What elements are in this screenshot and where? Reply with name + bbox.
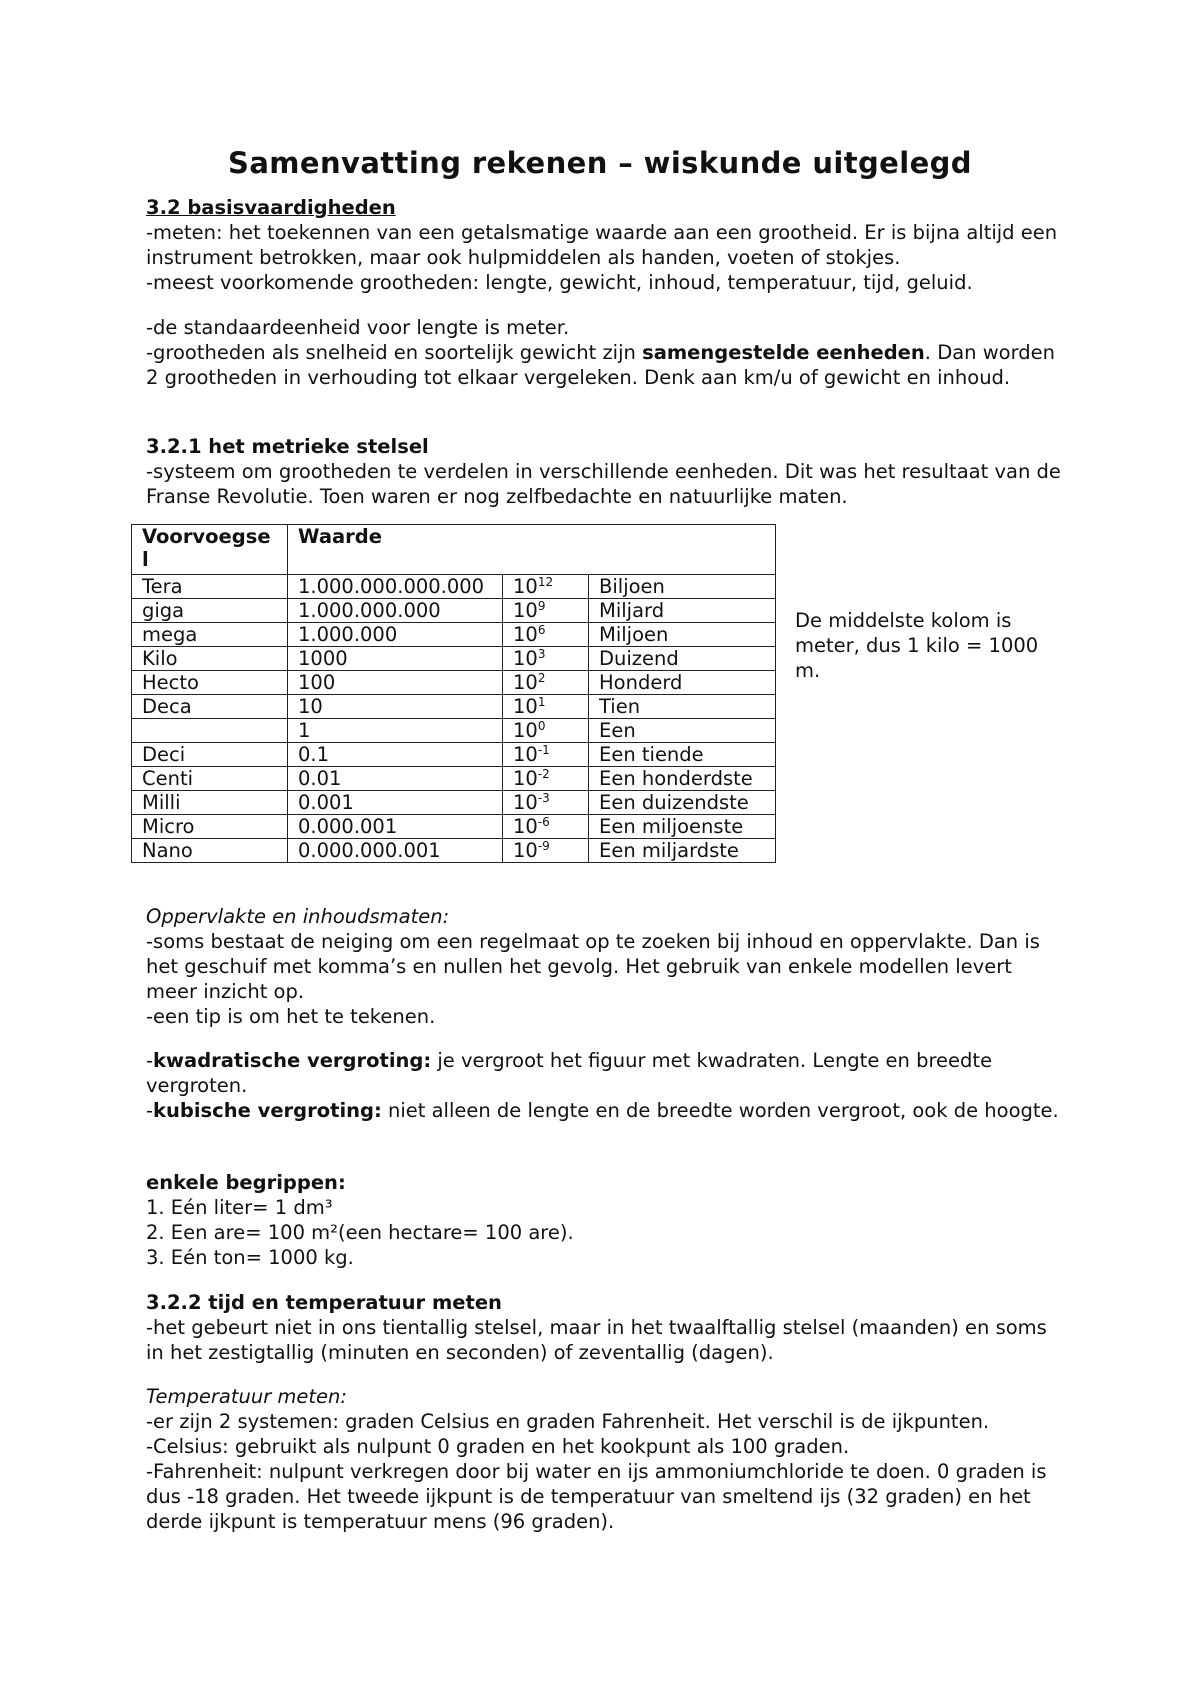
section-begrippen (146, 1170, 1066, 1270)
kwadratisch-text: je vergroot het figuur met kwadraten. Lengte en breedte vergroten. (146, 1049, 993, 1097)
power-exponent: -9 (537, 839, 550, 853)
section-heading: 3.2.2 tijd en temperatuur meten (146, 1291, 502, 1314)
section-metrieke-stelsel (146, 434, 1066, 509)
paragraph-systeem: -systeem om grootheden te verdelen in verschillende eenheden. Dit was het resultaat van de Franse Revolutie. Toen waren er nog zelfbedachte en natuurlijke maten. (146, 460, 1061, 508)
cell-name: Een honderdste (589, 767, 776, 791)
kubisch-text: niet alleen de lengte en de breedte worden vergroot, ook de hoogte. (381, 1099, 1059, 1122)
cell-power (503, 719, 589, 743)
cell-prefix (132, 719, 288, 743)
cell-name: Een duizendste (589, 791, 776, 815)
power-exponent: -1 (537, 743, 550, 757)
cell-prefix: Centi (132, 767, 288, 791)
cell-name: Tien (589, 695, 776, 719)
paragraph-kwadratisch: -kwadratische vergroting: je vergroot het figuur met kwadraten. Lengte en breedte vergroten. (146, 1049, 993, 1097)
cell-power (503, 695, 589, 719)
power-exponent: -6 (537, 815, 550, 829)
cell-name: Biljoen (589, 575, 776, 599)
section-heading: 3.2 basisvaardigheden (146, 196, 396, 219)
power-exponent: 0 (537, 719, 546, 733)
cell-power (503, 743, 589, 767)
table-row (132, 791, 776, 815)
table-row (132, 815, 776, 839)
paragraph-tijd: -het gebeurt niet in ons tientallig stelsel, maar in het twaalftallig stelsel (maanden) en soms in het zestigtallig (minuten en seconden) of zeventallig (dagen). (146, 1316, 1047, 1364)
table-row (132, 719, 776, 743)
cell-name: Een (589, 719, 776, 743)
samengesteld-bold: samengestelde eenheden (642, 341, 925, 364)
cell-value: 0.01 (288, 767, 503, 791)
cell-name: Duizend (589, 647, 776, 671)
paragraph-kubisch: -kubische vergroting: niet alleen de lengte en de breedte worden vergroot, ook de hoogte. (146, 1099, 1059, 1122)
list-item: 2. Een are= 100 m²(een hectare= 100 are). (146, 1221, 574, 1244)
table-row (132, 695, 776, 719)
cell-power (503, 815, 589, 839)
cell-prefix: Kilo (132, 647, 288, 671)
samengesteld-post: . Dan worden 2 grootheden in verhouding tot elkaar vergeleken. Denk aan km/u of gewicht en inhoud. (146, 341, 1056, 389)
cell-power (503, 647, 589, 671)
cell-name: Honderd (589, 671, 776, 695)
cell-prefix: Milli (132, 791, 288, 815)
section-tijd-temperatuur (146, 1290, 1066, 1365)
cell-value: 0.000.001 (288, 815, 503, 839)
cell-power (503, 767, 589, 791)
power-exponent: -2 (537, 767, 550, 781)
prefix-table (131, 524, 776, 863)
table-row (132, 575, 776, 599)
kubisch-label: kubische vergroting: (153, 1099, 382, 1122)
power-base: 10 (513, 647, 538, 670)
paragraph-systemen: -er zijn 2 systemen: graden Celsius en graden Fahrenheit. Het verschil is de ijkpunten. (146, 1410, 990, 1433)
table-header-waarde: Waarde (288, 525, 776, 575)
cell-prefix: Hecto (132, 671, 288, 695)
power-base: 10 (513, 623, 538, 646)
paragraph-tip: -een tip is om het te tekenen. (146, 1005, 436, 1028)
cell-name: Een miljoenste (589, 815, 776, 839)
subheading-temperatuur: Temperatuur meten: (146, 1385, 347, 1408)
cell-prefix: Tera (132, 575, 288, 599)
cell-power (503, 575, 589, 599)
cell-value: 10 (288, 695, 503, 719)
paragraph-celsius: -Celsius: gebruikt als nulpunt 0 graden en het kookpunt als 100 graden. (146, 1435, 850, 1458)
cell-value: 0.001 (288, 791, 503, 815)
power-base: 10 (513, 815, 538, 838)
table-header-row (132, 525, 776, 575)
power-exponent: -3 (537, 791, 550, 805)
section-basisvaardigheden (146, 195, 1066, 295)
paragraph-regelmaat: -soms bestaat de neiging om een regelmaat op te zoeken bij inhoud en oppervlakte. Dan is het geschuif met komma’s en nullen het gevolg. Het gebruik van enkele modellen levert meer inzicht op. (146, 930, 1040, 1003)
subheading-begrippen: enkele begrippen: (146, 1171, 346, 1194)
table-row (132, 623, 776, 647)
cell-value: 1.000.000.000 (288, 599, 503, 623)
cell-prefix: mega (132, 623, 288, 647)
power-exponent: 6 (537, 623, 546, 637)
power-base: 10 (513, 767, 538, 790)
power-exponent: 3 (537, 647, 546, 661)
power-base: 10 (513, 599, 538, 622)
table-row (132, 743, 776, 767)
subheading-oppervlakte: Oppervlakte en inhoudsmaten: (146, 905, 450, 928)
paragraph-grootheden: -meest voorkomende grootheden: lengte, gewicht, inhoud, temperatuur, tijd, geluid. (146, 271, 973, 294)
cell-prefix: Deca (132, 695, 288, 719)
section-heading: 3.2.1 het metrieke stelsel (146, 435, 429, 458)
cell-name: Miljoen (589, 623, 776, 647)
cell-value: 1 (288, 719, 503, 743)
cell-value: 1000 (288, 647, 503, 671)
power-exponent: 2 (537, 671, 546, 685)
table-row (132, 671, 776, 695)
table-row (132, 767, 776, 791)
cell-value: 100 (288, 671, 503, 695)
side-note: De middelste kolom is meter, dus 1 kilo = 1000 m. (795, 609, 1039, 682)
section-oppervlakte (146, 904, 1066, 1029)
cell-power (503, 671, 589, 695)
cell-prefix: Nano (132, 839, 288, 863)
cell-power (503, 839, 589, 863)
kwadratisch-label: kwadratische vergroting: (153, 1049, 432, 1072)
power-base: 10 (513, 743, 538, 766)
page-title: Samenvatting rekenen – wiskunde uitgelegd (228, 146, 972, 180)
cell-name: Een miljardste (589, 839, 776, 863)
paragraph-samengesteld (146, 340, 1066, 390)
cell-name: Een tiende (589, 743, 776, 767)
power-exponent: 1 (537, 695, 546, 709)
cell-value: 0.000.000.001 (288, 839, 503, 863)
section-temperatuur (146, 1384, 1066, 1534)
table-row (132, 599, 776, 623)
cell-value: 1.000.000 (288, 623, 503, 647)
cell-prefix: giga (132, 599, 288, 623)
cell-power (503, 791, 589, 815)
cell-prefix: Deci (132, 743, 288, 767)
list-item: 1. Eén liter= 1 dm³ (146, 1196, 333, 1219)
power-base: 10 (513, 671, 538, 694)
cell-value: 1.000.000.000.000 (288, 575, 503, 599)
table-header-voorvoegsel: Voorvoegse l (132, 525, 288, 575)
cell-prefix: Micro (132, 815, 288, 839)
paragraph-meten: -meten: het toekennen van een getalsmatige waarde aan een grootheid. Er is bijna altijd een instrument betrokken, maar ook hulpmiddelen als handen, voeten of stokjes. (146, 221, 1058, 269)
power-base: 10 (513, 791, 538, 814)
samengesteld-pre: -grootheden als snelheid en soortelijk gewicht zijn (146, 341, 643, 364)
power-base: 10 (513, 719, 538, 742)
power-exponent: 9 (537, 599, 546, 613)
cell-power (503, 599, 589, 623)
list-item: 3. Eén ton= 1000 kg. (146, 1246, 354, 1269)
power-base: 10 (513, 839, 538, 862)
power-exponent: 12 (537, 575, 554, 589)
table-row (132, 647, 776, 671)
cell-value: 0.1 (288, 743, 503, 767)
table-row (132, 839, 776, 863)
paragraph-standaardeenheid: -de standaardeenheid voor lengte is meter. (146, 316, 570, 339)
cell-name: Miljard (589, 599, 776, 623)
power-base: 10 (513, 695, 538, 718)
power-base: 10 (513, 575, 538, 598)
section-vergroting (146, 1048, 1066, 1123)
cell-power (503, 623, 589, 647)
paragraph-fahrenheit: -Fahrenheit: nulpunt verkregen door bij water en ijs ammoniumchloride te doen. 0 graden is dus -18 graden. Het tweede ijkpunt is de temperatuur van smeltend ijs (32 graden) en het derde ijkpunt is temperatuur mens (96 graden). (146, 1460, 1047, 1533)
section-eenheden (146, 315, 1066, 390)
